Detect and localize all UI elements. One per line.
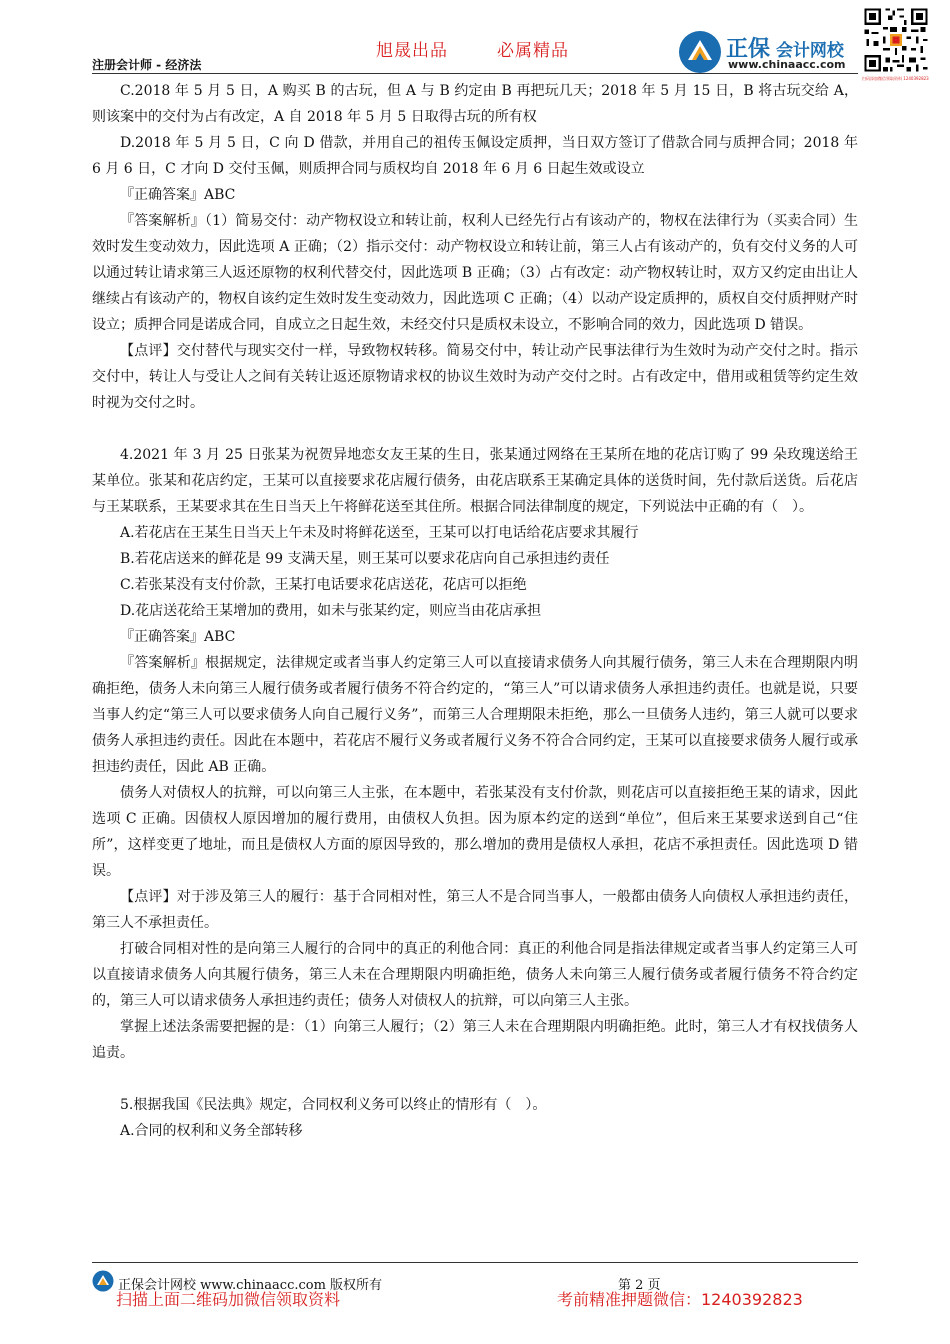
chinaacc-logo (678, 28, 856, 74)
option-c-q3: C.2018 年 5 月 5 日，A 购买 B 的古玩，但 A 与 B 约定由 B 再把玩几天；2018 年 5 月 15 日，B 将古玩交给 A，则该案中的交付为占有改定，A 自 2018 年 5 月 5 日取得古玩的所有权 (92, 83, 858, 125)
promo-scan-qr: 扫描上面二维码加微信领取资料 (116, 1290, 341, 1309)
logo-mark-icon (678, 30, 722, 74)
footer-copyright: 正保会计网校 www.chinaacc.com 版权所有 (118, 1278, 383, 1293)
option-c-q4: C.若张某没有支付价款，王某打电话要求花店送花，花店可以拒绝 (120, 577, 527, 593)
explanation-q4: 『答案解析』根据规定，法律规定或者当事人约定第三人可以直接请求债务人向其履行债务，第三人未在合理期限内明确拒绝，债务人未向第三人履行债务或者履行债务不符合约定的，“第三人”可以请求债务人承担违约责任。也就是说，只要当事人约定“第三人可以要求债务人向自己履行义务”，而第三人合理期限未拒绝，那么一旦债务人违约，第三人就可以要求债务人承担违约责任。因此在本题中，若花店不履行义务或者履行义务不符合合同约定，王某可以直接要求债务人履行或承担违约责任，因此 AB 正确。 (92, 655, 858, 775)
brand-slogan-right: 必属精品 (497, 41, 569, 61)
option-d-q4: D.花店送花给王某增加的费用，如未与张某约定，则应当由花店承担 (120, 603, 542, 619)
answer-q3: 『正确答案』ABC (120, 187, 236, 203)
promo-wechat: 考前精准押题微信：1240392823 (557, 1290, 803, 1309)
option-d-q3: D.2018 年 5 月 5 日，C 向 D 借款，并用自己的祖传玉佩设定质押，当日双方签订了借款合同与质押合同；2018 年 6 月 6 日，C 才向 D 交付玉佩，则质押合同与质权均自 2018 年 6 月 6 日起生效或设立 (92, 135, 858, 177)
qr-code-icon (862, 6, 930, 74)
option-a-q5: A.合同的权利和义务全部转移 (120, 1123, 303, 1139)
document-body (92, 78, 858, 1144)
explanation-q4-cont: 债务人对债权人的抗辩，可以向第三人主张，在本题中，若张某没有支付价款，则花店可以直接拒绝王某的请求，因此选项 C 正确。因债权人原因增加的履行费用，由债权人负担。因为原本约定的送到“单位”，但后来王某要求送到自己“住所”，这样变更了地址，而且是债权人方面的原因导致的，那么增加的费用是债权人承担，花店不承担责任。因此选项 D 错误。 (92, 785, 858, 879)
header-divider (92, 73, 858, 74)
course-title: 注册会计师 - 经济法 (92, 58, 202, 72)
logo-url: www.chinaacc.com (728, 58, 846, 71)
comment-q4-summary: 掌握上述法条需要把握的是：（1）向第三人履行；（2）第三人未在合理期限内明确拒绝。此时，第三人才有权找债务人追责。 (92, 1019, 858, 1061)
footer-logo-icon (92, 1270, 114, 1292)
explanation-q3: 『答案解析』（1）简易交付：动产物权设立和转让前，权利人已经先行占有该动产的，物权在法律行为（买卖合同）生效时发生变动效力，因此选项 A 正确；（2）指示交付：动产物权设立和转让前，第三人占有该动产的，负有交付义务的人可以通过转让请求第三人返还原物的权利代替交付，因此选项 B 正确；（3）占有改定：动产物权转让时，双方又约定由出让人继续占有该动产的，物权自该约定生效时发生变动效力，因此选项 C 正确；（4）以动产设定质押的，质权自交付质押财产时设立；质押合同是诺成合同，自成立之日起生效，未经交付只是质权未设立，不影响合同的效力，因此选项 D 错误。 (92, 213, 858, 333)
comment-q3: 【点评】交付替代与现实交付一样，导致物权转移。简易交付中，转让动产民事法律行为生效时为动产交付之时。指示交付中，转让人与受让人之间有关转让返还原物请求权的协议生效时为动产交付之时。占有改定中，借用或租赁等约定生效时视为交付之时。 (92, 343, 858, 411)
logo-brand-main: 正保 (726, 37, 771, 62)
option-b-q4: B.若花店送来的鲜花是 99 支满天星，则王某可以要求花店向自己承担违约责任 (120, 551, 610, 567)
page-number: 第 2 页 (618, 1278, 661, 1293)
question-5: 5.根据我国《民法典》规定，合同权利义务可以终止的情形有（ ）。 (120, 1097, 547, 1113)
spacer (92, 416, 858, 442)
spacer (92, 1066, 858, 1092)
qr-caption: 扫码添加微信领取资料 1240392823 (862, 76, 929, 81)
option-a-q4: A.若花店在王某生日当天上午未及时将鲜花送至，王某可以打电话给花店要求其履行 (120, 525, 639, 541)
question-4: 4.2021 年 3 月 25 日张某为祝贺异地恋女友王某的生日，张某通过网络在王某所在地的花店订购了 99 朵玫瑰送给王某单位。张某和花店约定，王某可以直接要求花店履行债务，由花店联系王某确定具体的送货时间，先付款后送货。后花店与王某联系，王某要求其在生日当天上午将鲜花送至其住所。根据合同法律制度的规定，下列说法中正确的有（ ）。 (92, 447, 858, 515)
footer-divider (92, 1262, 858, 1263)
answer-q4: 『正确答案』ABC (120, 629, 236, 645)
comment-q4: 【点评】对于涉及第三人的履行：基于合同相对性，第三人不是合同当事人，一般都由债务人向债权人承担违约责任，第三人不承担责任。 (92, 889, 858, 931)
brand-slogan-left: 旭晟出品 (376, 41, 448, 61)
logo-brand-sub: 会计网校 (775, 41, 844, 61)
comment-q4-cont: 打破合同相对性的是向第三人履行的合同中的真正的利他合同：真正的利他合同是指法律规定或者当事人约定第三人可以直接请求债务人向其履行债务，第三人未在合理期限内明确拒绝，债务人未向第三人履行债务或者履行债务不符合约定的，第三人可以请求债务人承担违约责任；债务人对债权人的抗辩，可以向第三人主张。 (92, 941, 858, 1009)
